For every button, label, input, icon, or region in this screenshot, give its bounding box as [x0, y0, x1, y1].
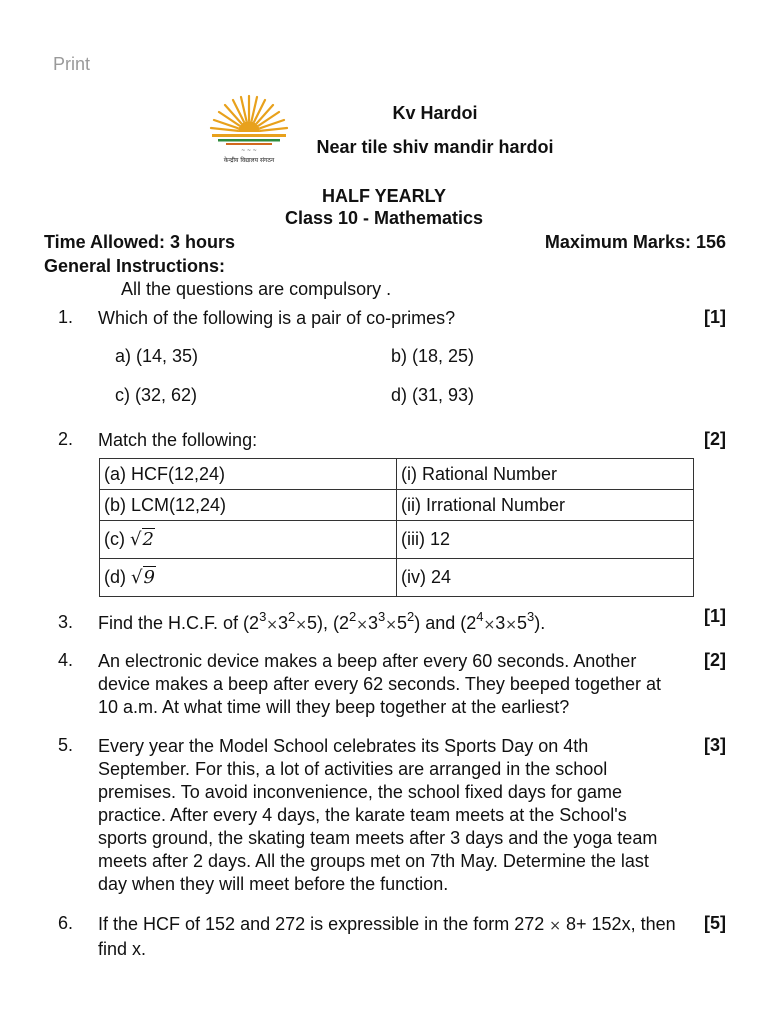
- question-text: If the HCF of 152 and 272 is expressible in the form 272 × 8+ 152x, then find x.: [98, 914, 676, 959]
- question-number: 4.: [58, 650, 74, 670]
- school-name: Kv Hardoi: [392, 103, 478, 123]
- question-marks: [2]: [704, 429, 726, 449]
- table-cell: (iv) 24: [397, 559, 694, 597]
- q6-text-after: 8+ 152x, then find x.: [98, 914, 676, 959]
- school-address: Near tile shiv mandir hardoi: [316, 137, 554, 157]
- table-cell: [100, 559, 397, 597]
- cell-label: (d): [104, 567, 126, 587]
- instructions-heading: General Instructions:: [44, 256, 226, 276]
- class-subject: Class 10 - Mathematics: [284, 208, 484, 228]
- table-cell: [100, 521, 397, 559]
- question-marks: [5]: [704, 913, 726, 933]
- table-cell: (b) LCM(12,24): [100, 490, 397, 521]
- option-d: d) (31, 93): [391, 385, 475, 405]
- option-b: b) (18, 25): [391, 346, 475, 366]
- max-marks: Maximum Marks: 156: [544, 232, 726, 252]
- question-number: 1.: [58, 307, 74, 327]
- q3-prefix: Find the H.C.F. of (2: [98, 613, 260, 633]
- question-number: 5.: [58, 735, 74, 755]
- logo-caption: केन्द्रीय विद्यालय संगठन: [223, 157, 275, 164]
- kvs-logo: [208, 92, 290, 166]
- option-a: a) (14, 35): [115, 346, 199, 366]
- time-allowed: Time Allowed: 3 hours: [44, 232, 236, 252]
- table-cell: (iii) 12: [397, 521, 694, 559]
- instructions-text: All the questions are compulsory .: [121, 279, 392, 299]
- print-link[interactable]: Print: [53, 54, 91, 74]
- match-table: [99, 458, 694, 597]
- table-cell: (a) HCF(12,24): [100, 459, 397, 490]
- question-marks: [2]: [704, 650, 726, 670]
- table-row: [100, 490, 694, 521]
- sqrt-expression: √9: [131, 567, 155, 588]
- question-marks: [3]: [704, 735, 726, 755]
- question-marks: [1]: [704, 606, 726, 626]
- exam-title: HALF YEARLY: [321, 186, 447, 206]
- question-text: Which of the following is a pair of co-primes?: [98, 308, 456, 328]
- table-cell: (ii) Irrational Number: [397, 490, 694, 521]
- cell-label: (c): [104, 529, 125, 549]
- question-text: Find the H.C.F. of $(2^3\times 3^2\times 5)$, $(2^2\times 3^3\times 5^2)$ and $(2^4\times 3\times 5^3)$.: [98, 609, 546, 633]
- question-number: 6.: [58, 913, 74, 933]
- question-marks: [1]: [704, 307, 726, 327]
- table-row: [100, 559, 694, 597]
- svg-text:~ ~ ~: ~ ~ ~: [241, 148, 257, 154]
- table-row: [100, 459, 694, 490]
- question-number: 2.: [58, 429, 74, 449]
- radicand: 2: [142, 529, 154, 550]
- question-text: An electronic device makes a beep after every 60 seconds. Another device makes a beep after every 62 seconds. They beeped together at 10 a.m. At what time will they beep together at the earliest?: [98, 651, 662, 717]
- option-c: c) (32, 62): [115, 385, 198, 405]
- q6-text-before: If the HCF of 152 and 272 is expressible in the form 272: [98, 914, 545, 934]
- radicand: 9: [143, 567, 155, 588]
- question-number: 3.: [58, 612, 74, 632]
- question-text: Match the following:: [98, 430, 258, 450]
- table-cell: (i) Rational Number: [397, 459, 694, 490]
- table-row: [100, 521, 694, 559]
- question-text: Every year the Model School celebrates its Sports Day on 4th September. For this, a lot of activities are arranged in the school premises. To avoid inconvenience, the school fixed days for game practice. After every 4 days, the karate team meets at the School's sports ground, the skating team meets after 3 days and the yoga team meets after 2 days. All the groups met on 7th May. Determine the last day when they will meet before the function.: [98, 736, 658, 894]
- sqrt-expression: √2: [130, 529, 154, 550]
